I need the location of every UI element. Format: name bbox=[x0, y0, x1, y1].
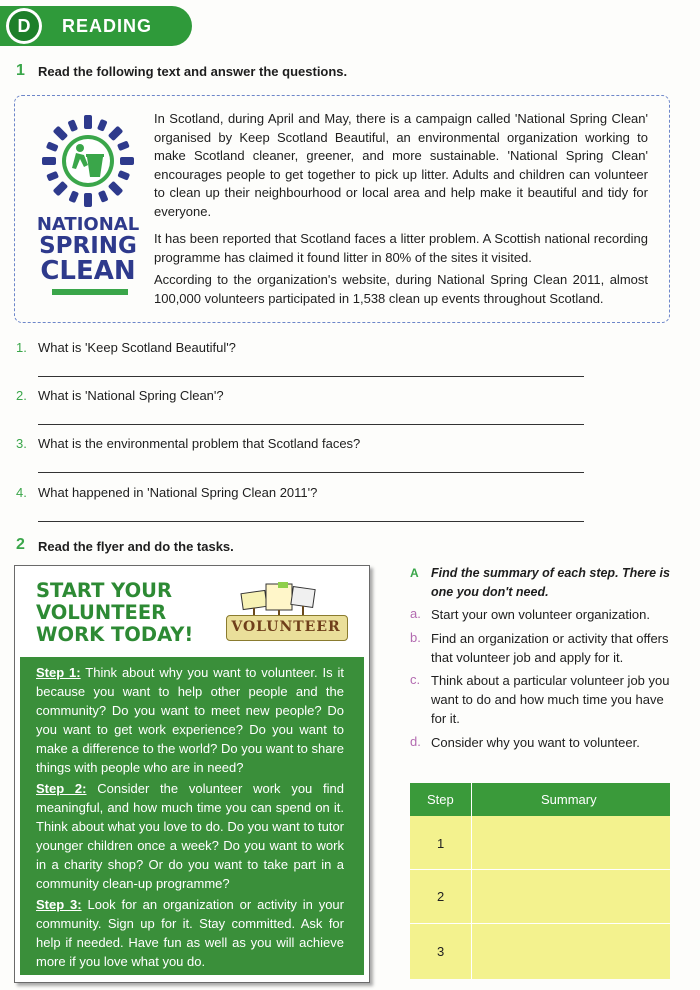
answer-line-2[interactable] bbox=[38, 424, 584, 425]
question-number: 3. bbox=[16, 436, 27, 451]
reading-paragraph-1: In Scotland, during April and May, there is a campaign called 'National Spring Clean' organised by Keep Scotland Beautiful, an environmental organization working to make Scotland cleaner, greener, and more sustainable. 'National Spring Clean' encourages people to get together to pick up litter. Adults and children can volunteer to clean up their neighbourhood or local area and help make it beautiful and tidy for everyone. bbox=[154, 111, 648, 219]
reading-paragraph-3: According to the organization's website, during National Spring Clean 2011, almost 100,000 volunteers participated in 1,538 clean up events throughout Scotland. bbox=[154, 272, 648, 306]
question-text: What is 'National Spring Clean'? bbox=[38, 388, 224, 403]
option-letter: b. bbox=[410, 630, 421, 645]
summary-cell-3[interactable] bbox=[474, 925, 668, 977]
option-letter: d. bbox=[410, 734, 421, 749]
table-row-divider bbox=[410, 923, 670, 924]
question-text: What is the environmental problem that Scotland faces? bbox=[38, 436, 361, 451]
volunteer-banner-text: VOLUNTEER bbox=[231, 619, 341, 635]
table-row-step: 3 bbox=[437, 944, 445, 959]
task2-instruction: Read the flyer and do the tasks. bbox=[38, 539, 234, 554]
table-row-step: 1 bbox=[437, 836, 445, 851]
logo-line-national: NATIONAL bbox=[36, 214, 140, 235]
flyer-step-3: Step 3: Look for an organization or activity in your community. Sign up for it. Stay committed. Ask for help if needed. Have fun as well as you will achieve more if you love what you do. bbox=[36, 897, 344, 969]
table-row-divider bbox=[410, 869, 670, 870]
table-divider bbox=[471, 783, 472, 979]
flyer-step-2: Step 2: Consider the volunteer work you find meaningful, and how much time you can spend on it. Think about what you love to do. Do you want to tutor younger children once a week? Do you want to work in a charity shop? Or do you want to take part in a community clean-up programme? bbox=[36, 781, 344, 891]
answer-line-1[interactable] bbox=[38, 376, 584, 377]
summary-cell-1[interactable] bbox=[474, 818, 668, 867]
task1-number: 1 bbox=[16, 62, 25, 79]
summary-cell-2[interactable] bbox=[474, 871, 668, 921]
option-letter: a. bbox=[410, 606, 421, 621]
flyer-step-1: Step 1: Think about why you want to volunteer. Is it because you want to help other people and the community? Do you want to meet new people? Do you want to get work experience? Do you want to make a difference to the world? Do you want to share things with people who are in need? bbox=[36, 665, 345, 775]
logo-line-spring: SPRING bbox=[39, 233, 137, 259]
question-text: What happened in 'National Spring Clean 2011'? bbox=[38, 485, 318, 500]
table-header-summary: Summary bbox=[541, 792, 597, 807]
option-text: Think about a particular volunteer job you want to do and how much time you have for it. bbox=[431, 673, 670, 726]
question-number: 1. bbox=[16, 340, 27, 355]
task1-instruction: Read the following text and answer the questions. bbox=[38, 64, 348, 79]
table-header-step: Step bbox=[427, 792, 454, 807]
question-text: What is 'Keep Scotland Beautiful'? bbox=[38, 340, 236, 355]
option-text: Start your own volunteer organization. bbox=[431, 607, 650, 622]
question-number: 4. bbox=[16, 485, 27, 500]
taskA-letter: A bbox=[410, 566, 419, 580]
logo-line-clean: CLEAN bbox=[40, 256, 136, 286]
option-letter: c. bbox=[410, 672, 421, 687]
task2-number: 2 bbox=[16, 536, 25, 553]
volunteer-signs-icon bbox=[236, 580, 336, 620]
answer-line-4[interactable] bbox=[38, 521, 584, 522]
recycle-bin-icon bbox=[40, 113, 136, 209]
table-row-step: 2 bbox=[437, 889, 445, 904]
option-text: Consider why you want to volunteer. bbox=[431, 735, 640, 750]
taskA-instruction: Find the summary of each step. There is one you don't need. bbox=[431, 566, 670, 599]
section-letter-badge: D bbox=[6, 8, 42, 44]
logo-underline bbox=[52, 289, 128, 295]
section-title: READING bbox=[62, 16, 153, 36]
option-text: Find an organization or activity that offers that volunteer job and apply for it. bbox=[431, 631, 669, 665]
answer-line-3[interactable] bbox=[38, 472, 584, 473]
question-number: 2. bbox=[16, 388, 27, 403]
flyer-heading: START YOUR VOLUNTEER WORK TODAY! bbox=[36, 579, 194, 646]
reading-paragraph-2: It has been reported that Scotland faces a litter problem. A Scottish national recording programme has claimed it found litter in 80% of the sites it visited. bbox=[154, 231, 648, 265]
